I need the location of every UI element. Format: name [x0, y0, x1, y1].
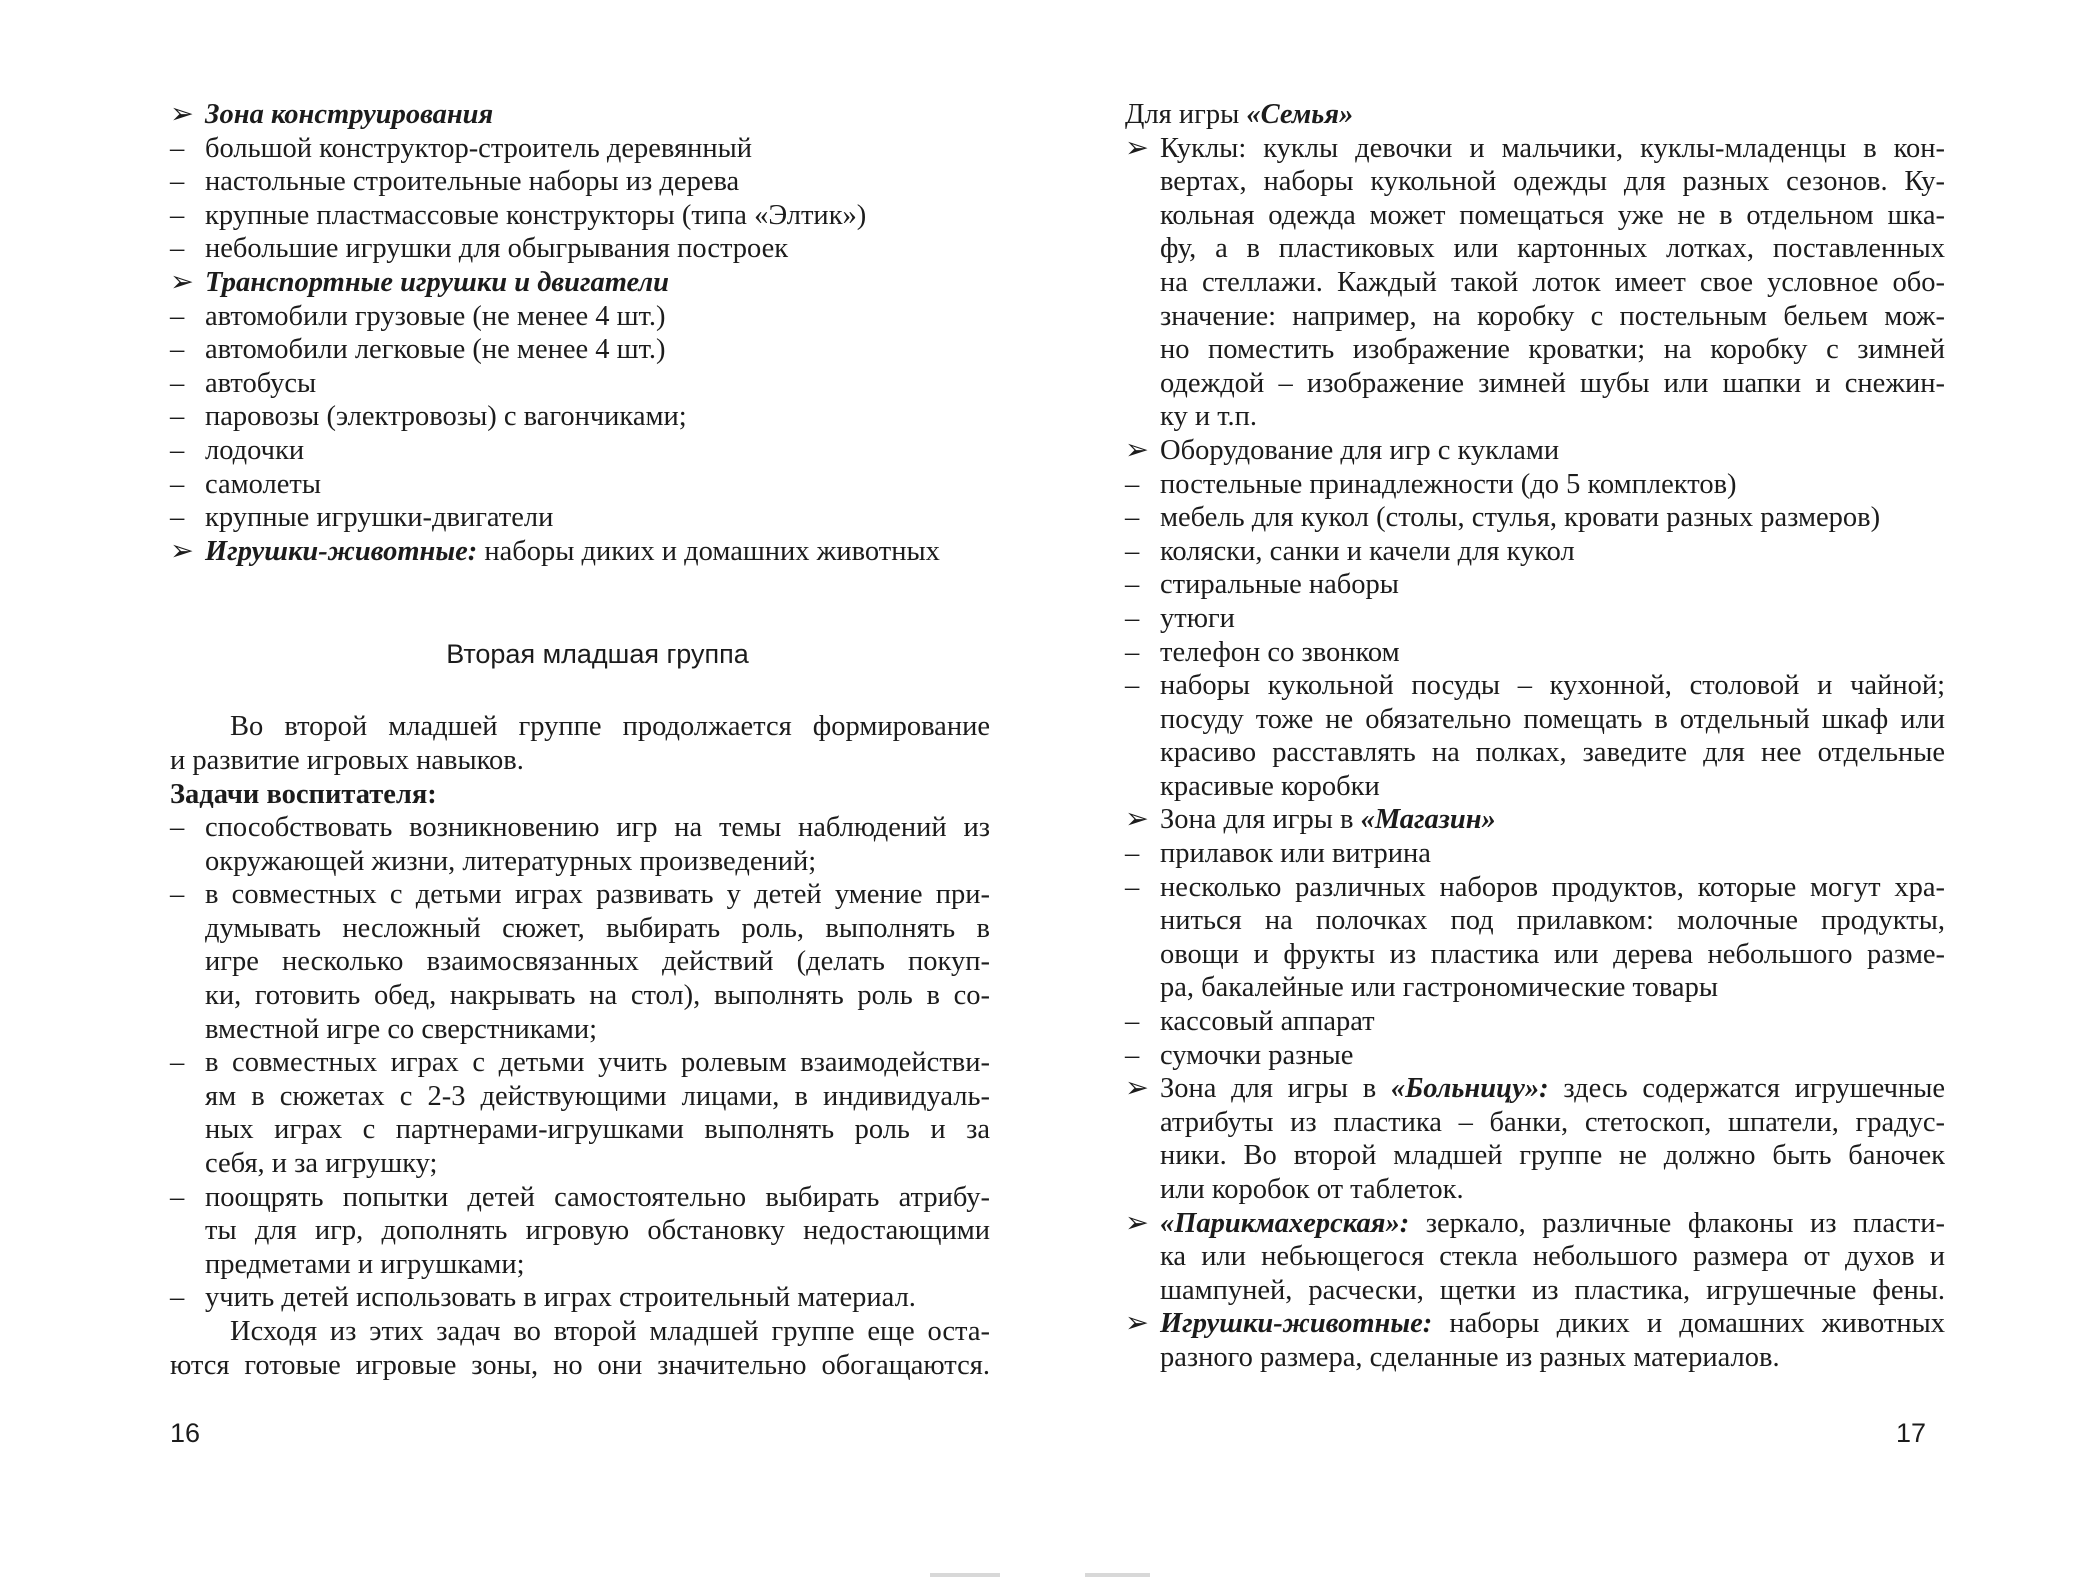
dash-bullet-icon: – [1125, 569, 1140, 601]
list-item: ➢ Зона для игры в «Магазин» [1125, 804, 1496, 836]
family-game-list [1125, 132, 1945, 1375]
dash-bullet-icon: – [170, 434, 185, 466]
outro-line: Исходя из этих задач во второй младшей группе еще оста- [230, 1316, 990, 1347]
list-item: – постельные принадлежности (до 5 комплектов) [1125, 468, 1737, 500]
list-item: ра, бакалейные или гастрономические товары [1160, 972, 1718, 1004]
dash-bullet-icon: – [170, 1282, 185, 1314]
list-item: ➢ Куклы: куклы девочки и мальчики, куклы-младенцы в кон- [1125, 132, 1945, 164]
dash-bullet-icon: – [1125, 502, 1140, 534]
arrow-bullet-icon: ➢ [1125, 1073, 1149, 1105]
left-equipment-list [170, 98, 990, 568]
list-item: – паровозы (электровозы) с вагончиками; [170, 401, 687, 433]
list-item: но поместить изображение кроватки; на коробку с зимней [1160, 334, 1945, 366]
arrow-bullet-icon: ➢ [170, 99, 194, 130]
list-item: ➢ Игрушки-животные: наборы диких и домашних животных [170, 535, 940, 567]
dash-bullet-icon: – [170, 334, 185, 366]
arrow-bullet-icon: ➢ [170, 266, 194, 298]
list-item: – лодочки [170, 434, 305, 466]
list-item: ка или небьющегося стекла небольшого размера от духов и [1160, 1241, 1945, 1273]
list-item: фу, а в пластиковых или картонных лотках, поставленных [1160, 233, 1945, 265]
list-item: одеждой – изображение зимней шубы или шапки и снежин- [1160, 367, 1945, 399]
task-line: думывать несложный сюжет, выбирать роль, выполнять в [205, 912, 990, 944]
list-item: – настольные строительные наборы из дерева [170, 166, 740, 198]
dash-bullet-icon: – [170, 1181, 185, 1213]
dash-bullet-icon: – [170, 166, 185, 198]
task-line: – поощрять попытки детей самостоятельно выбирать атрибу- [170, 1181, 990, 1213]
list-item: – автомобили грузовые (не менее 4 шт.) [170, 300, 666, 332]
dash-bullet-icon: – [170, 1047, 185, 1079]
list-item: на стеллажи. Каждый такой лоток имеет свое условное обо- [1160, 266, 1945, 298]
list-item: ники. Во второй младшей группе не должно быть баночек [1160, 1140, 1945, 1172]
list-item: – большой конструктор-строитель деревянный [170, 132, 752, 164]
task-line: – способствовать возникновению игр на темы наблюдений из [170, 812, 990, 844]
list-item: – стиральные наборы [1125, 569, 1399, 601]
intro-line: и развитие игровых навыков. [170, 744, 524, 776]
list-item: – автобусы [170, 367, 317, 399]
left-page [170, 98, 990, 1382]
list-item: – несколько различных наборов продуктов, которые могут хра- [1125, 871, 1945, 903]
dash-bullet-icon: – [1125, 636, 1140, 668]
outro-paragraph [170, 1315, 990, 1382]
dash-bullet-icon: – [170, 502, 185, 534]
dash-bullet-icon: – [1125, 1039, 1140, 1071]
list-item: ➢ Оборудование для игр с куклами [1125, 434, 1560, 466]
dash-bullet-icon: – [170, 401, 185, 433]
task-line: себя, и за игрушку; [205, 1148, 438, 1180]
list-item: красиво расставлять на полках, заведите для нее отдельные [1160, 737, 1945, 769]
task-line: окружающей жизни, литературных произведений; [205, 845, 817, 877]
task-line: игре несколько взаимосвязанных действий (делать покуп- [205, 946, 990, 978]
list-item: ➢ Транспортные игрушки и двигатели [170, 266, 669, 298]
family-game-title: Для игры «Семья» [1125, 99, 1354, 130]
arrow-bullet-icon: ➢ [1125, 1308, 1149, 1340]
arrow-bullet-icon: ➢ [1125, 804, 1149, 836]
dash-bullet-icon: – [170, 199, 185, 231]
list-item: – автомобили легковые (не менее 4 шт.) [170, 334, 666, 366]
list-item: значение: например, на коробку с постельным бельем мож- [1160, 300, 1945, 332]
list-item: разного размера, сделанные из разных материалов. [1160, 1341, 1780, 1373]
dash-bullet-icon: – [170, 132, 185, 164]
dash-bullet-icon: – [170, 812, 185, 844]
dash-bullet-icon: – [1125, 670, 1140, 702]
arrow-bullet-icon: ➢ [170, 535, 194, 567]
list-item: или коробок от таблеток. [1160, 1174, 1464, 1205]
list-item: – наборы кукольной посуды – кухонной, столовой и чайной; [1125, 670, 1945, 702]
task-line: вместной игре со сверстниками; [205, 1013, 598, 1045]
scan-smudge [930, 1573, 1000, 1577]
list-item: ➢ Зона для игры в «Больницу»: здесь содержатся игрушечные [1125, 1073, 1945, 1105]
intro-paragraph [170, 710, 990, 777]
list-item: кольная одежда может помещаться уже не в отдельном шка- [1160, 199, 1945, 231]
list-item: – крупные игрушки-двигатели [170, 502, 554, 534]
list-item: – крупные пластмассовые конструкторы (типа «Элтик») [170, 199, 867, 231]
right-page [1125, 98, 1945, 1375]
page-number-left: 16 [170, 1418, 201, 1448]
list-item: ➢ Зона конструирования [170, 99, 494, 130]
list-item: – сумочки разные [1125, 1039, 1354, 1071]
dash-bullet-icon: – [170, 300, 185, 332]
task-line: ям в сюжетах с 2-3 действующими лицами, в индивидуаль- [205, 1080, 990, 1112]
list-item: – небольшие игрушки для обыгрывания построек [170, 233, 789, 265]
list-item: атрибуты из пластика – банки, стетоскоп, шпатели, градус- [1160, 1106, 1945, 1138]
list-item: вертах, наборы кукольной одежды для разных сезонов. Ку- [1160, 166, 1945, 198]
list-item: – кассовый аппарат [1125, 1006, 1375, 1038]
dash-bullet-icon: – [170, 367, 185, 399]
list-item: – мебель для кукол (столы, стулья, кровати разных размеров) [1125, 502, 1881, 534]
arrow-bullet-icon: ➢ [1125, 132, 1149, 164]
task-line: – учить детей использовать в играх строительный материал. [170, 1282, 916, 1314]
dash-bullet-icon: – [1125, 602, 1140, 634]
tasks-label: Задачи воспитателя: [170, 778, 437, 810]
list-item: красивые коробки [1160, 770, 1380, 802]
section-heading: Вторая младшая группа [446, 639, 749, 670]
tasks-list [170, 811, 990, 1315]
list-item: ➢ «Парикмахерская»: зеркало, различные флаконы из пласти- [1125, 1207, 1945, 1239]
dash-bullet-icon: – [1125, 838, 1140, 870]
list-item: ➢ Игрушки-животные: наборы диких и домашних животных [1125, 1308, 1945, 1340]
list-item: – утюги [1125, 602, 1235, 634]
outro-line: ются готовые игровые зоны, но они значительно обогащаются. [170, 1349, 990, 1381]
task-line: ки, готовить обед, накрывать на стол), выполнять роль в со- [205, 980, 990, 1012]
dash-bullet-icon: – [1125, 468, 1140, 500]
page-number-right: 17 [1896, 1418, 1927, 1448]
dash-bullet-icon: – [1125, 1006, 1140, 1038]
list-item: ниться на полочках под прилавком: молочные продукты, [1160, 905, 1945, 937]
scan-smudge [1085, 1573, 1150, 1577]
list-item: посуду тоже не обязательно помещать в отдельный шкаф или [1160, 703, 1945, 735]
list-item: – телефон со звонком [1125, 636, 1400, 668]
arrow-bullet-icon: ➢ [1125, 1207, 1149, 1239]
list-item: – самолеты [170, 468, 322, 500]
dash-bullet-icon: – [1125, 871, 1140, 903]
dash-bullet-icon: – [170, 879, 185, 911]
task-line: ных играх с партнерами-игрушками выполнять роль и за [205, 1114, 990, 1146]
list-item: – коляски, санки и качели для кукол [1125, 535, 1575, 567]
intro-line: Во второй младшей группе продолжается формирование [230, 711, 990, 743]
list-item: овощи и фрукты из пластика или дерева небольшого разме- [1160, 938, 1945, 970]
list-item: – прилавок или витрина [1125, 838, 1431, 870]
task-line: предметами и игрушками; [205, 1248, 525, 1280]
list-item: шампуней, расчески, щетки из пластика, игрушечные фены. [1160, 1274, 1945, 1306]
task-line: – в совместных играх с детьми учить ролевым взаимодействи- [170, 1047, 990, 1079]
dash-bullet-icon: – [170, 468, 185, 500]
dash-bullet-icon: – [1125, 535, 1140, 567]
task-line: ты для игр, дополнять игровую обстановку недостающими [205, 1215, 990, 1247]
arrow-bullet-icon: ➢ [1125, 434, 1149, 466]
list-item: ку и т.п. [1160, 401, 1258, 433]
task-line: – в совместных с детьми играх развивать у детей умение при- [170, 879, 990, 911]
dash-bullet-icon: – [170, 233, 185, 265]
